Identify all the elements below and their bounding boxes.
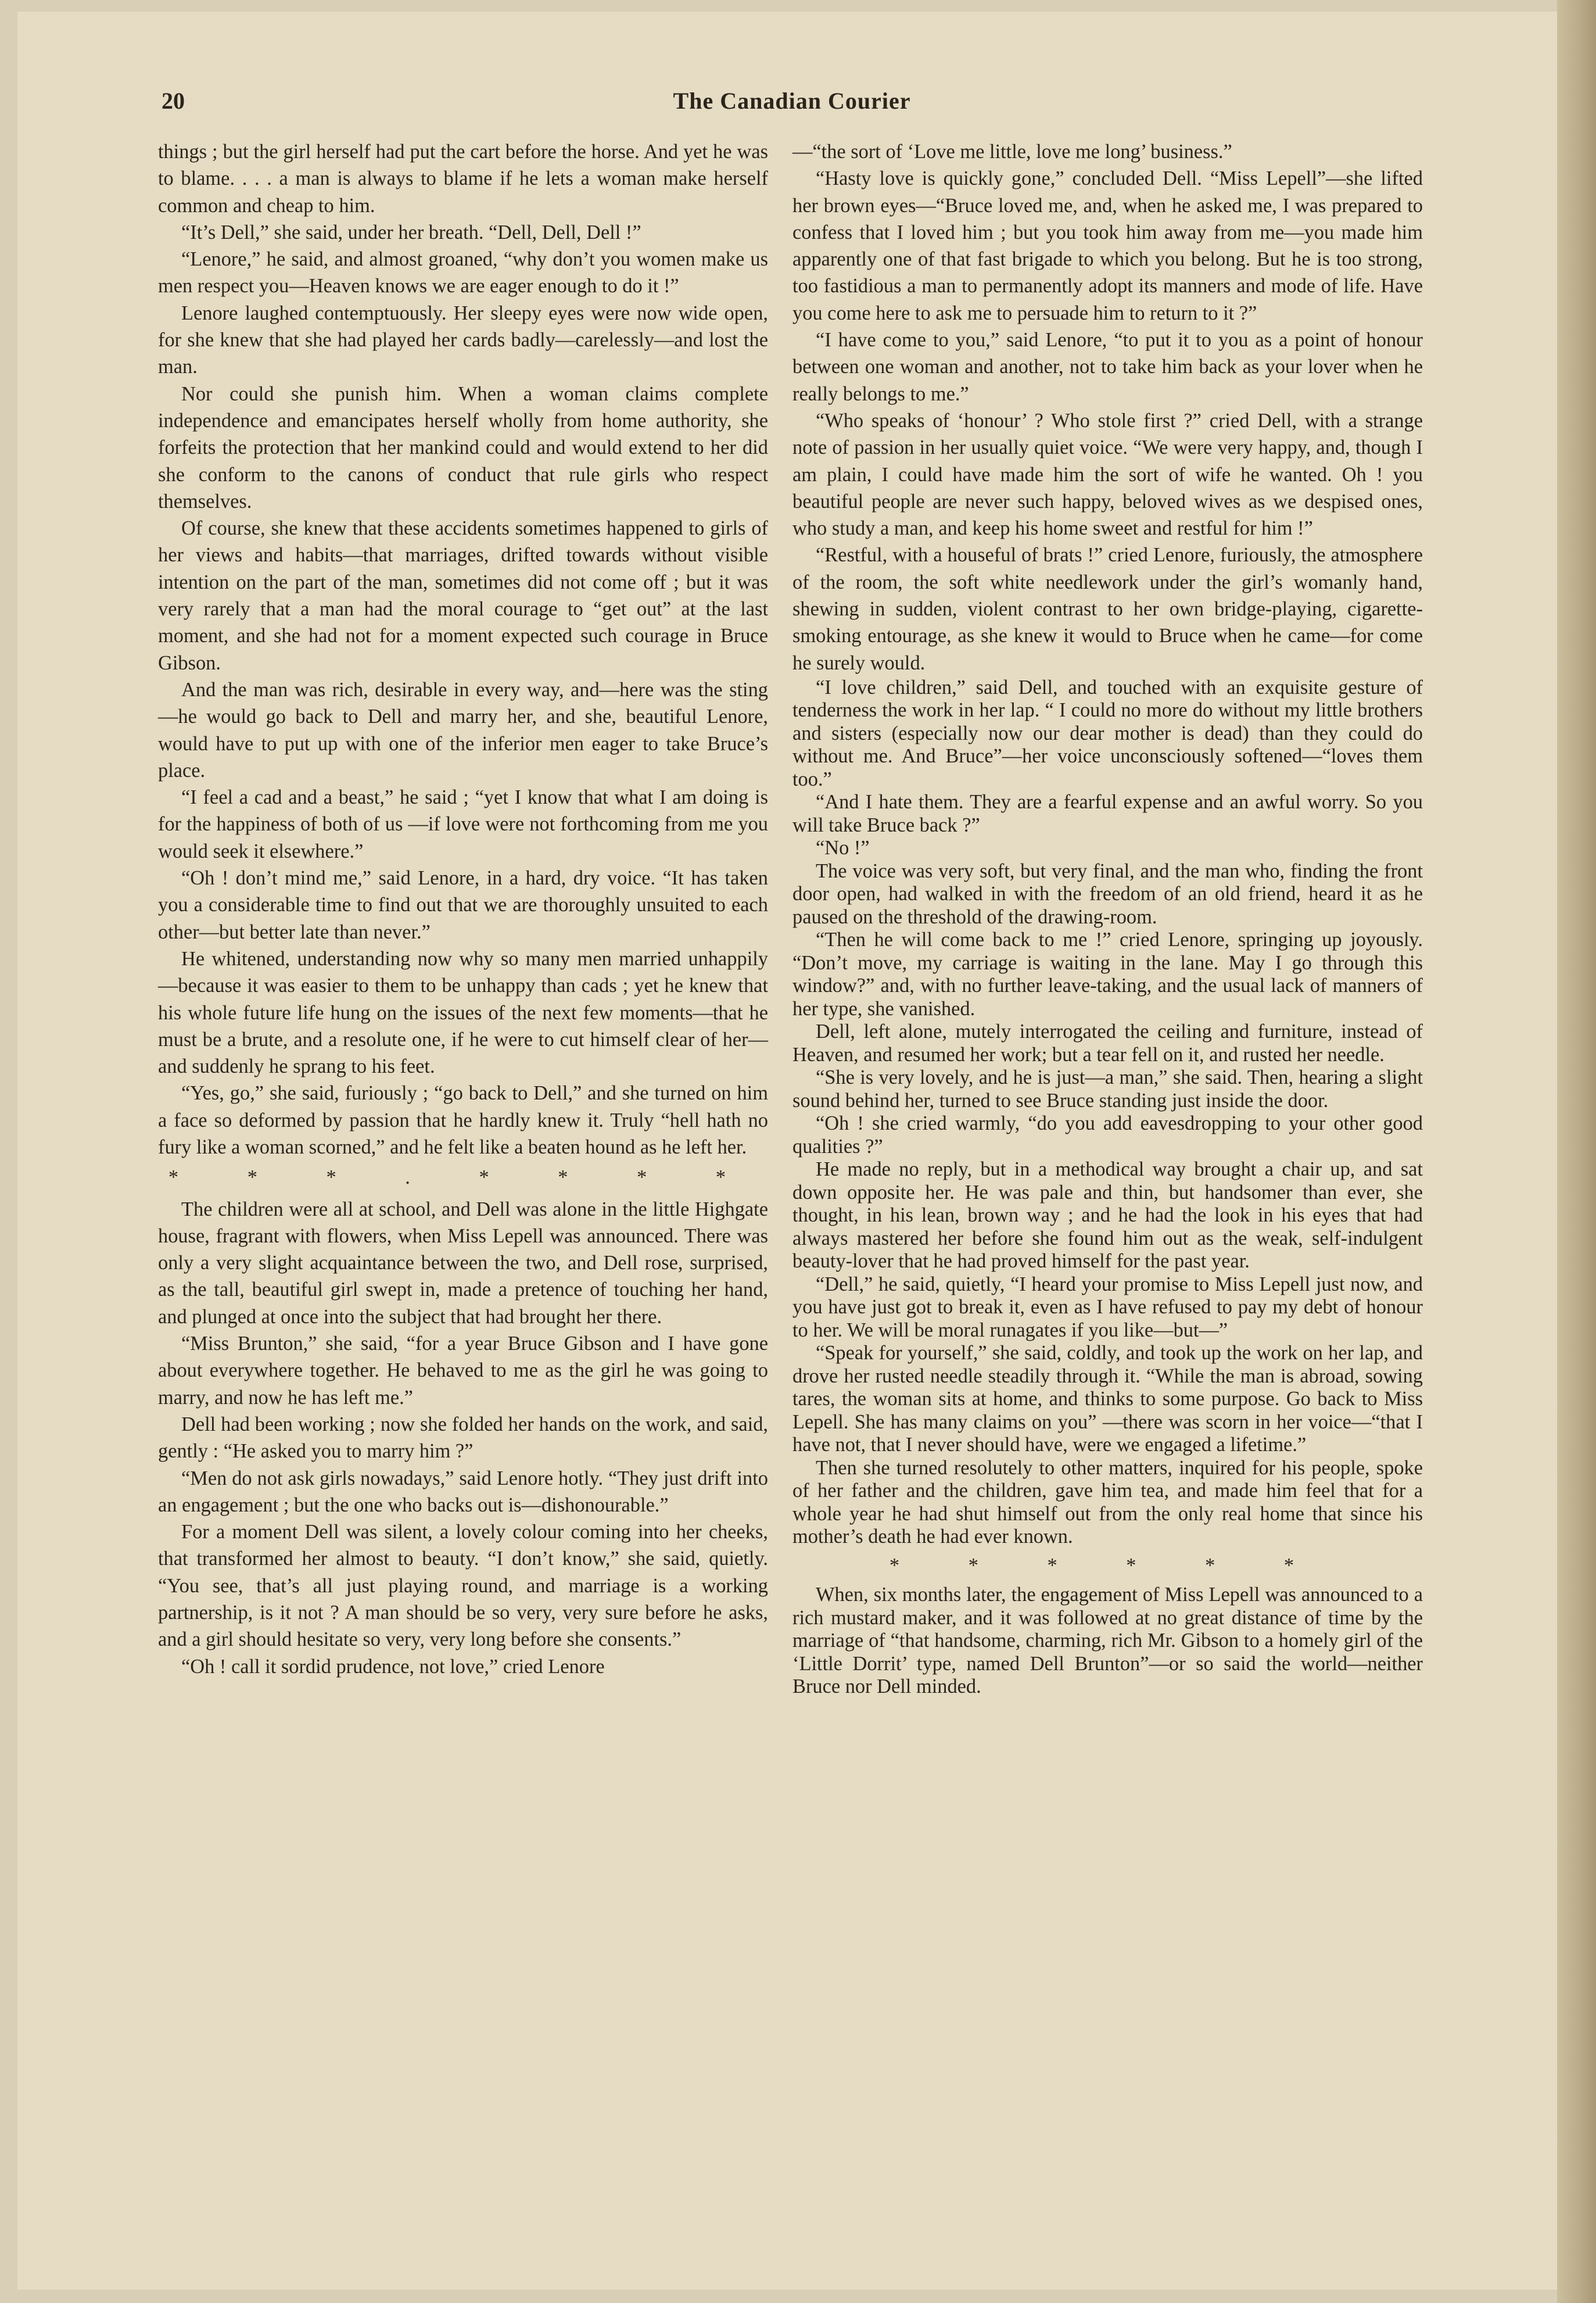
paragraph: —“the sort of ‘Love me little, love me long’ business.”: [792, 141, 1232, 163]
page-edge: [1557, 0, 1596, 2303]
paragraph: The children were all at school, and Dell was alone in the little Highgate house, fragrant with flowers, when Miss Lepell was announced. There was only a very slight acquaintance between the two, and Dell rose, surprised, as the tall, beautiful girl swept in, made a pretence of touching her hand, and plunged at once into the subject that had brought her there.: [158, 1198, 768, 1328]
paragraph: “Oh ! she cried warmly, “do you add eavesdropping to your other good qualities ?”: [792, 1112, 1423, 1158]
paragraph: “I have come to you,” said Lenore, “to put it to you as a point of honour between one woman and another, not to take him back as your lover when he really belongs to me.”: [792, 329, 1423, 405]
paragraph: “Who speaks of ‘honour’ ? Who stole first ?” cried Dell, with a strange note of passion in her usually quiet voice. “We were very happy, and, though I am plain, I could have made him the sort of wife he wanted. Oh ! you beautiful people are never such happy, beloved wives as we despised ones, who study a man, and keep his home sweet and restful for him !”: [792, 409, 1423, 540]
paragraph: “I feel a cad and a beast,” he said ; “yet I know that what I am doing is for the happiness of both of us —if love were not forthcoming from me you would seek it elsewhere.”: [158, 786, 768, 862]
paragraph: “Yes, go,” she said, furiously ; “go back to Dell,” and she turned on him a face so deformed by passion that he hardly knew it. Truly “hell hath no fury like a woman scorned,” and he felt like a beaten hound as he left her.: [158, 1082, 768, 1158]
paragraph: “Then he will come back to me !” cried Lenore, springing up joyously. “Don’t move, my carriage is waiting in the lane. May I go through this window?” and, with no further leave-taking, and the usual lack of manners of her type, she vanished.: [792, 929, 1423, 1020]
paragraph: “She is very lovely, and he is just—a man,” she said. Then, hearing a slight sound behind her, turned to see Bruce standing just inside the door.: [792, 1066, 1423, 1112]
paragraph: Then she turned resolutely to other matters, inquired for his people, spoke of her father and the children, gave him tea, and made him feel that for a whole year he had shut himself out from the only real home that since his mother’s death he had ever known.: [792, 1456, 1423, 1548]
paragraph: “It’s Dell,” she said, under her breath. “Dell, Dell, Dell !”: [181, 221, 641, 243]
section-break: * * * . * * * *: [168, 1166, 758, 1189]
paragraph: When, six months later, the engagement of Miss Lepell was announced to a rich mustard maker, and it was followed at no great distance of time by the marriage of “that handsome, charming, rich Mr. Gibson to a homely girl of the ‘Little Dorrit’ type, named Dell Brunton”—or so said the world—neither Bruce nor Dell minded.: [792, 1584, 1423, 1698]
left-column: [158, 138, 768, 1680]
paragraph: “Miss Brunton,” she said, “for a year Bruce Gibson and I have gone about everywhere together. He behaved to me as the girl he was going to marry, and now he has left me.”: [158, 1333, 768, 1409]
paragraph: “Oh ! call it sordid prudence, not love,” cried Lenore: [181, 1655, 605, 1678]
paragraph: For a moment Dell was silent, a lovely colour coming into her cheeks, that transformed her almost to beauty. “I don’t know,” she said, quietly. “You see, that’s all just playing round, and marriage is a working partnership, is it not ? A man should be so very, very sure before he asks, and a girl should hesitate so very, very long before she consents.”: [158, 1521, 768, 1651]
paragraph: “Speak for yourself,” she said, coldly, and took up the work on her lap, and drove her rusted needle steadily through it. “While the man is abroad, sowing tares, the woman sits at home, and thinks to some purpose. Go back to Miss Lepell. She has many claims on you” —there was scorn in her voice—“that I have not, that I never should have, were we engaged a lifetime.”: [792, 1342, 1423, 1456]
right-column: [792, 138, 1423, 1699]
paragraph: The voice was very soft, but very final, and the man who, finding the front door open, had walked in with the freedom of an old friend, heard it as he paused on the threshold of the drawing-room.: [792, 859, 1423, 928]
paragraph: “Oh ! don’t mind me,” said Lenore, in a hard, dry voice. “It has taken you a considerable time to find out that we are thoroughly unsuited to each other—but better late than never.”: [158, 867, 768, 943]
paragraph: “Dell,” he said, quietly, “I heard your promise to Miss Lepell just now, and you have just got to break it, even as I have refused to pay my debt of honour to her. We will be moral runagates if you like—but—”: [792, 1273, 1423, 1341]
section-break: * * * * * *: [889, 1554, 1326, 1577]
paragraph: Dell, left alone, mutely interrogated the ceiling and furniture, instead of Heaven, and resumed her work; but a tear fell on it, and rusted her needle.: [792, 1020, 1423, 1066]
paragraph: He whitened, understanding now why so many men married unhappily—because it was easier to them to be unhappy than cads ; yet he knew that his whole future life hung on the issues of the next few moments—that he must be a brute, and a resolute one, if he were to cut himself clear of her—and suddenly he sprang to his feet.: [158, 947, 768, 1078]
paragraph: And the man was rich, desirable in every way, and—here was the sting—he would go back to Dell and marry her, and she, beautiful Lenore, would have to put up with one of the inferior men eager to take Bruce’s place.: [158, 678, 768, 782]
running-title: The Canadian Courier: [673, 88, 911, 114]
paragraph: “I love children,” said Dell, and touched with an exquisite gesture of tenderness the work in her lap. “ I could no more do without my little brothers and sisters (especially now our dear mother is dead) than they could do without me. And Bruce”—her voice unconsciously softened—“loves them too.”: [792, 676, 1423, 790]
page-number: 20: [162, 88, 185, 114]
paragraph: “No !”: [816, 837, 870, 859]
paragraph: Lenore laughed contemptuously. Her sleepy eyes were now wide open, for she knew that she had played her cards badly—carelessly—and lost the man.: [158, 302, 768, 378]
paragraph: Of course, she knew that these accidents sometimes happened to girls of her views and habits—that marriages, drifted towards without visible intention on the part of the man, sometimes did not come off ; but it was very rarely that a man had the moral courage to “get out” at the last moment, and she had not for a moment expected such courage in Bruce Gibson.: [158, 517, 768, 674]
paragraph: He made no reply, but in a methodical way brought a chair up, and sat down opposite her. He was pale and thin, but handsomer than ever, she thought, in his lean, brown way ; and he had the look in his eyes that had always mastered her before she found him out as the weak, self-indulgent beauty-lover that he had proved himself for the past year.: [792, 1158, 1423, 1273]
paragraph: “Restful, with a houseful of brats !” cried Lenore, furiously, the atmosphere of the room, the soft white needlework under the girl’s womanly hand, shewing in sudden, violent contrast to her own bridge-playing, cigarette-smoking entourage, as she knew it would to Bruce when he came—for come he surely would.: [792, 544, 1423, 674]
paragraph: Nor could she punish him. When a woman claims complete independence and emancipates herself wholly from home authority, she forfeits the protection that her mankind could and would extend to her did she conform to the canons of conduct that rule girls who respect themselves.: [158, 382, 768, 513]
page-header: [162, 87, 1422, 122]
paragraph: “Men do not ask girls nowadays,” said Lenore hotly. “They just drift into an engagement ; but the one who backs out is—dishonourable.”: [158, 1467, 768, 1516]
paragraph: “Lenore,” he said, and almost groaned, “why don’t you women make us men respect you—Heaven knows we are eager enough to do it !”: [158, 248, 768, 298]
paragraph: Dell had been working ; now she folded her hands on the work, and said, gently : “He asked you to marry him ?”: [158, 1413, 768, 1463]
paragraph: things ; but the girl herself had put the cart before the horse. And yet he was to blame. . . . a man is always to blame if he lets a woman make herself common and cheap to him.: [158, 141, 768, 217]
paragraph: “And I hate them. They are a fearful expense and an awful worry. So you will take Bruce back ?”: [792, 791, 1423, 836]
paragraph: “Hasty love is quickly gone,” concluded Dell. “Miss Lepell”—she lifted her brown eyes—“Bruce loved me, and, when he asked me, I was prepared to confess that I loved him ; but you took him away from me—you made him apparently one of that fast brigade to which you belong. But he is too strong, too fastidious a man to permanently adopt its manners and mode of life. Have you come here to ask me to persuade him to return to it ?”: [792, 167, 1423, 324]
